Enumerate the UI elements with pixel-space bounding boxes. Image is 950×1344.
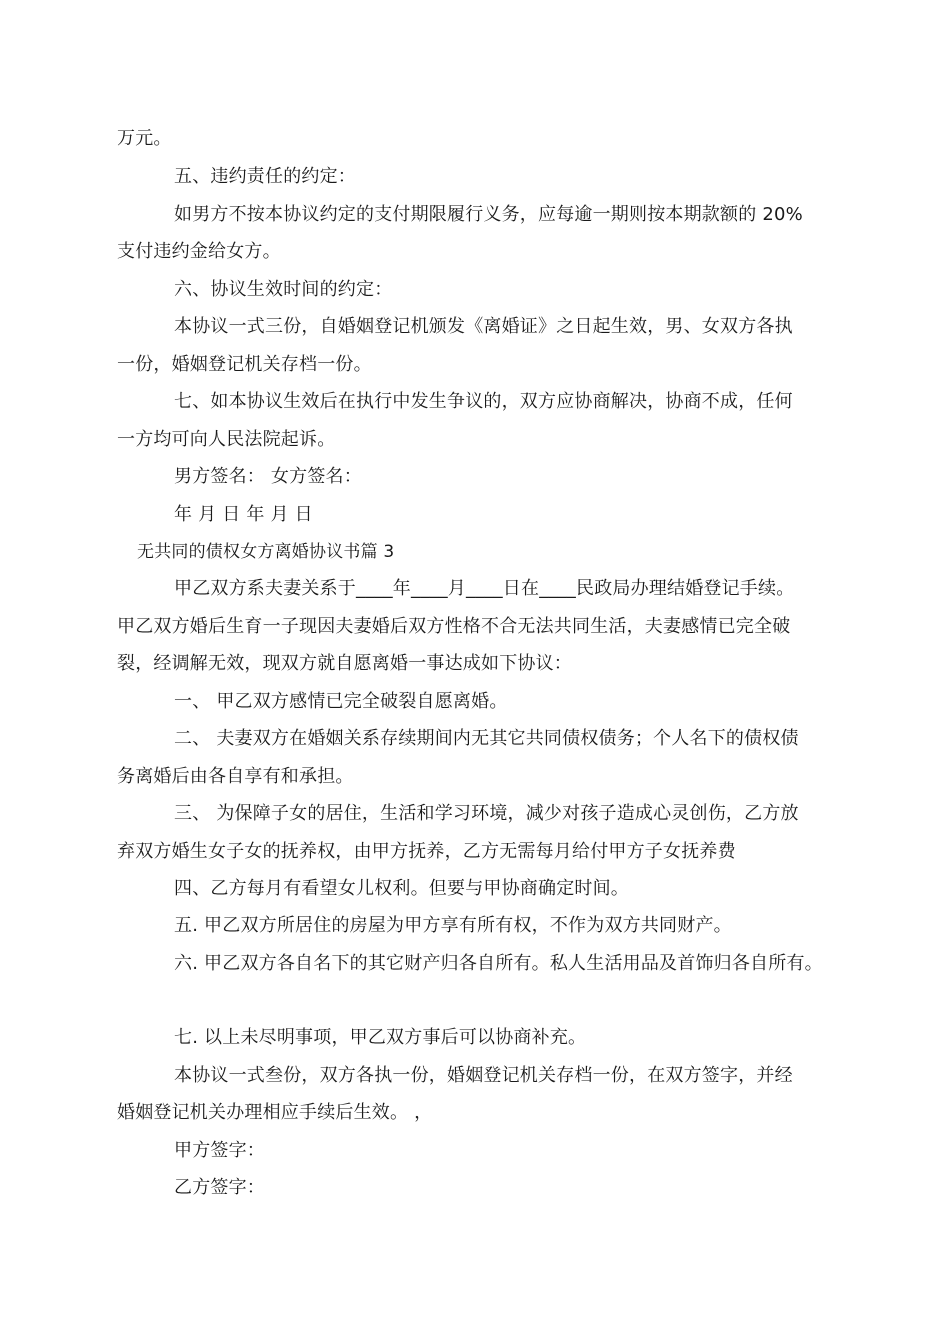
section-heading: 六、协议生效时间的约定： (174, 279, 393, 300)
text-line: 婚姻登记机关办理相应手续后生效。 ， (117, 1102, 433, 1123)
article-title: 无共同的债权女方离婚协议书篇 3 (137, 542, 395, 562)
text-line: 一份，婚姻登记机关存档一份。 (117, 354, 372, 375)
clause-line: 一、 甲乙双方感情已完全破裂自愿离婚。 (174, 691, 508, 712)
text-line: 甲乙双方系夫妻关系于____年____月____日在____民政局办理结婚登记手续。 (174, 578, 795, 599)
clause-line: 二、 夫妻双方在婚姻关系存续期间内无其它共同债权债务；个人名下的债权债 (174, 728, 799, 749)
text-line: 甲乙双方婚后生育一子现因夫妻婚后双方性格不合无法共同生活，夫妻感情已完全破 (117, 616, 791, 637)
text-line: 如男方不按本协议约定的支付期限履行义务，应每逾一期则按本期款额的 20% (174, 204, 803, 225)
text-line: 七、如本协议生效后在执行中发生争议的，双方应协商解决，协商不成，任何 (174, 391, 793, 412)
text-line: 务离婚后由各自享有和承担。 (117, 766, 354, 787)
signature-line: 甲方签字： (174, 1140, 265, 1161)
clause-line: 七. 以上未尽明事项，甲乙双方事后可以协商补充。 (174, 1027, 587, 1048)
text-line: 一方均可向人民法院起诉。 (117, 429, 336, 450)
signature-line: 乙方签字： (174, 1177, 265, 1198)
date-line: 年 月 日 年 月 日 (174, 504, 313, 525)
text-line: 支付违约金给女方。 (117, 241, 281, 262)
text-line: 弃双方婚生女子女的抚养权，由甲方抚养，乙方无需每月给付甲方子女抚养费 (117, 841, 736, 862)
clause-line: 四、乙方每月有看望女儿权利。但要与甲协商确定时间。 (174, 878, 629, 899)
clause-line: 三、 为保障子女的居住，生活和学习环境，减少对孩子造成心灵创伤，乙方放 (174, 803, 799, 824)
signature-line: 男方签名： 女方签名： (174, 466, 362, 487)
clause-line: 五. 甲乙双方所居住的房屋为甲方享有所有权，不作为双方共同财产。 (174, 915, 732, 936)
text-line: 万元。 (117, 128, 172, 149)
text-line: 裂，经调解无效，现双方就自愿离婚一事达成如下协议： (117, 653, 572, 674)
text-line: 本协议一式叁份，双方各执一份，婚姻登记机关存档一份，在双方签字，并经 (174, 1065, 793, 1086)
section-heading: 五、违约责任的约定： (174, 166, 356, 187)
clause-line: 六. 甲乙双方各自名下的其它财产归各自所有。私人生活用品及首饰归各自所有。 (174, 953, 823, 974)
text-line: 本协议一式三份，自婚姻登记机颁发《离婚证》之日起生效，男、女双方各执 (174, 316, 793, 337)
